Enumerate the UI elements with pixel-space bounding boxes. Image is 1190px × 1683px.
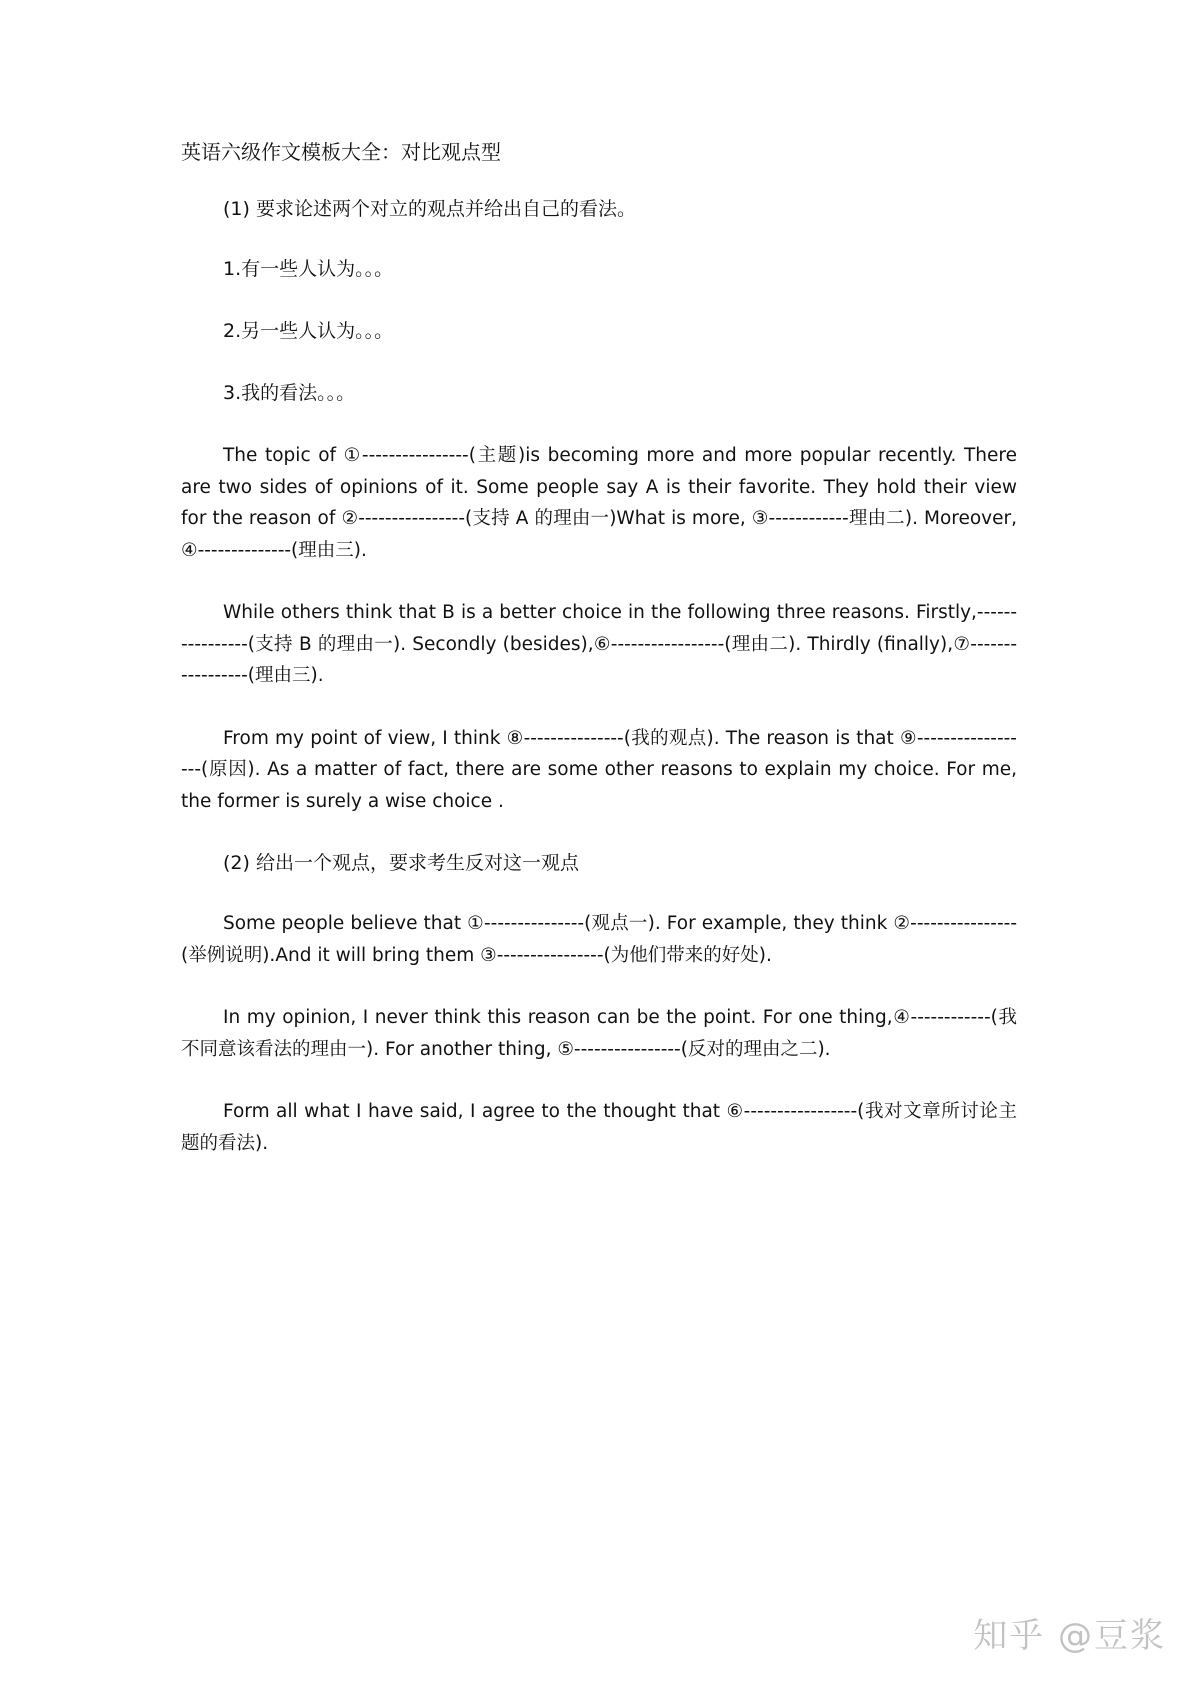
- section-2-paragraph-3: Form all what I have said, I agree to the thought that ⑥-----------------(我对文章所讨论主题的看法).: [181, 1101, 1017, 1154]
- document-title: 英语六级作文模板大全：对比观点型: [181, 140, 501, 164]
- section-1-heading: (1) 要求论述两个对立的观点并给出自己的看法。: [223, 198, 636, 220]
- section-1-paragraph-2: While others think that B is a better choice in the following three reasons. Firstly,----------------(支持 B 的理由一). Secondly (besides),⑥-----------------(理由二). Thirdly (finally),⑦-----------------(理由三).: [181, 602, 1017, 686]
- section-1-item-2: 2.另一些人认为。。。: [223, 320, 394, 342]
- section-1-item-3: 3.我的看法。。。: [223, 382, 356, 404]
- section-1-item-1: 1.有一些人认为。。。: [223, 258, 394, 280]
- section-1-paragraph-3: From my point of view, I think ⑧---------------(我的观点). The reason is that ⑨------------------(原因). As a matter of fact, there are some other reasons to explain my choice. For me, the former is surely a wise choice .: [181, 727, 1017, 812]
- section-2-heading: (2) 给出一个观点，要求考生反对这一观点: [223, 852, 579, 874]
- watermark: 知乎 @豆浆: [973, 1616, 1166, 1656]
- document-page: [181, 138, 1017, 1190]
- section-2-paragraph-1: Some people believe that ①---------------(观点一). For example, they think ②----------------(举例说明).And it will bring them ③----------------(为他们带来的好处).: [181, 913, 1017, 966]
- section-1-paragraph-1: The topic of ①----------------(主题)is becoming more and more popular recently. There are two sides of opinions of it. Some people say A is their favorite. They hold their view for the reason of ②----------------(支持 A 的理由一)What is more, ③------------理由二). Moreover, ④--------------(理由三).: [181, 445, 1017, 561]
- section-2-paragraph-2: In my opinion, I never think this reason can be the point. For one thing,④------------(我不同意该看法的理由一). For another thing, ⑤----------------(反对的理由之二).: [181, 1007, 1017, 1060]
